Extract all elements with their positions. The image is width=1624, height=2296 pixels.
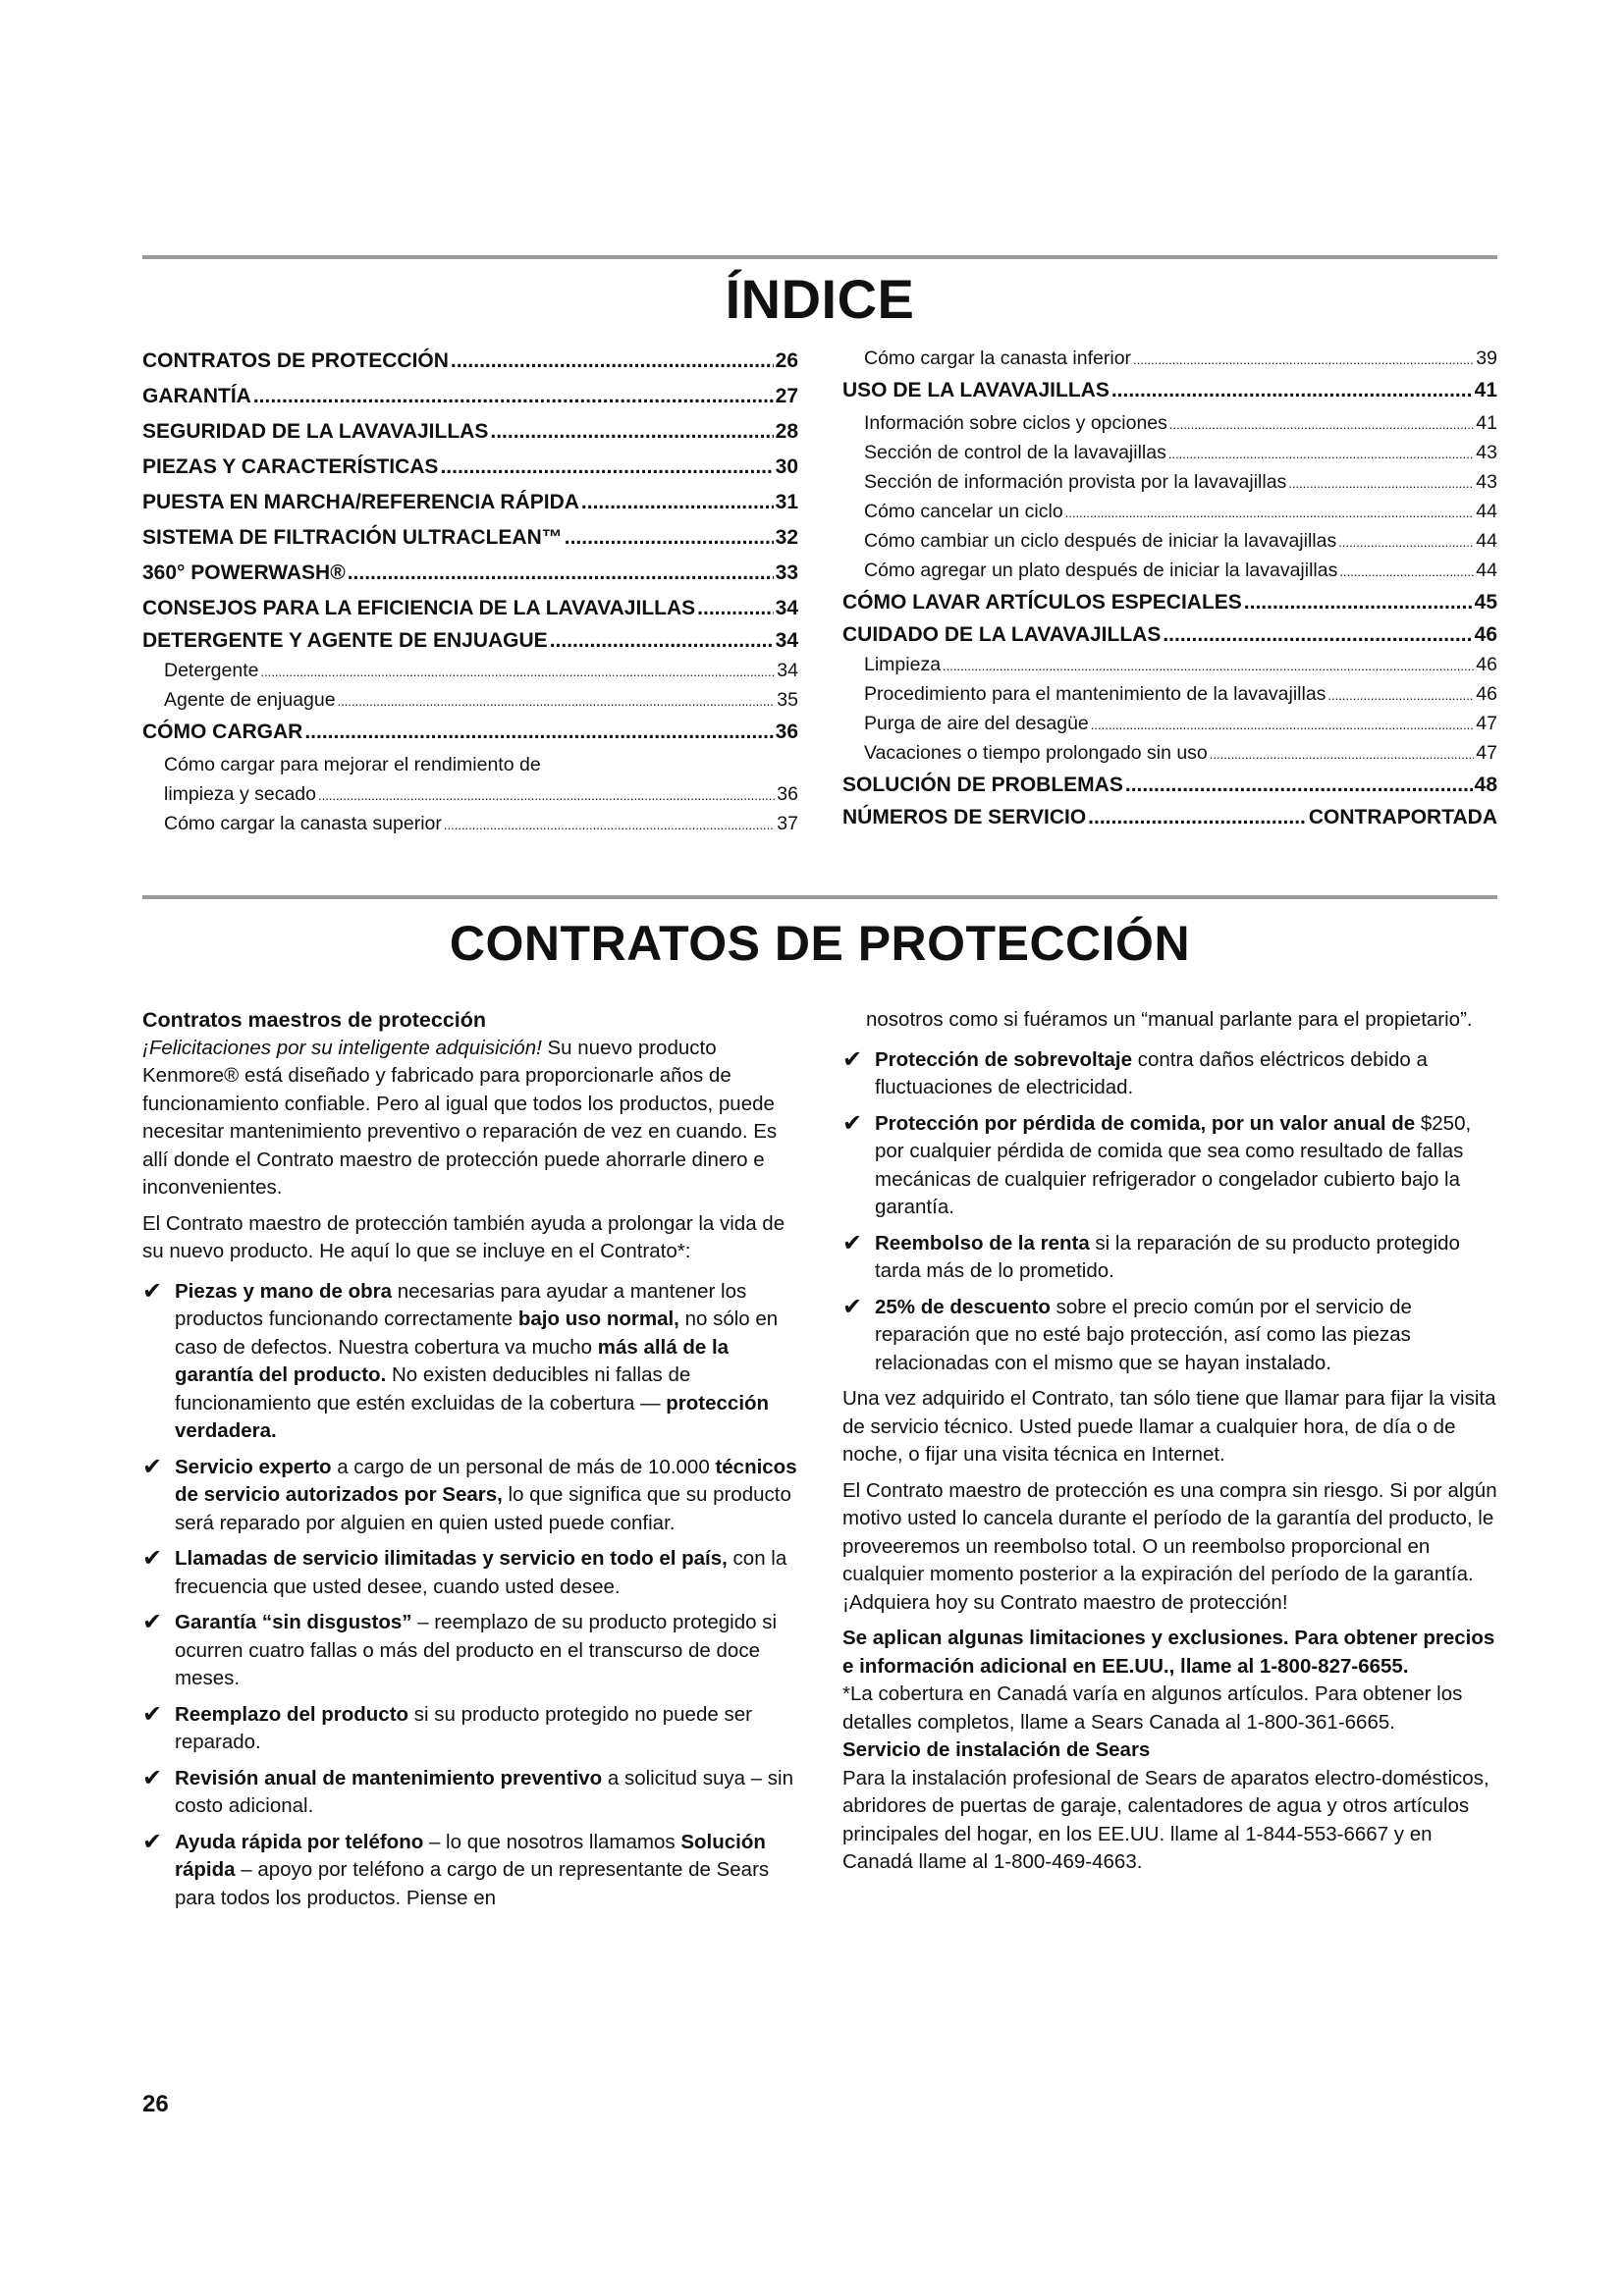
- toc-leader-dots: [1338, 528, 1474, 558]
- toc-subentry: [842, 497, 1497, 526]
- page-number: 26: [142, 2091, 169, 2117]
- toc-subentry: [842, 738, 1497, 768]
- toc-leader-dots: [318, 781, 775, 811]
- install-text: Para la instalación profesional de Sears de aparatos electro-domésticos, abridores de puertas de garaje, calentadores de agua y otros artículos principales del hogar, en los EE.UU. llame al 1-844-553-6667 y en Canadá llame al 1-800-469-4663.: [842, 1766, 1489, 1873]
- toc-entry-label: SEGURIDAD DE LA LAVAVAJILLAS: [142, 420, 489, 443]
- toc-subentry: [842, 650, 1497, 679]
- checklist-item: [142, 1765, 798, 1821]
- checkmark-icon: ✔: [142, 1277, 163, 1305]
- toc-subentry: [842, 467, 1497, 497]
- body-text: no sólo en caso de defectos. Nuestra cobertura va mucho: [175, 1308, 779, 1359]
- toc-leader-dots: [1168, 440, 1474, 469]
- checklist-item: [142, 1545, 798, 1601]
- toc-entry-label: CÓMO CARGAR: [142, 721, 303, 743]
- toc-page-number: 43: [1476, 471, 1497, 493]
- toc-subentry-wrapped-line: Cómo cargar para mejorar el rendimiento de: [164, 754, 541, 775]
- toc-page-number: 47: [1476, 713, 1497, 734]
- toc-leader-dots: [451, 344, 774, 379]
- toc-entry: [142, 591, 798, 626]
- toc-page-number: 41: [1476, 412, 1497, 434]
- toc-entry-label: Cómo agregar un plato después de iniciar la lavavajillas: [864, 560, 1338, 581]
- toc-entry-label: Vacaciones o tiempo prolongado sin uso: [864, 742, 1208, 764]
- limitations-paragraph: Se aplican algunas limitaciones y exclusiones. Para obtener precios e información adicional en EE.UU., llame al 1-800-827-6655.: [842, 1627, 1495, 1678]
- toc-leader-dots: [490, 414, 773, 450]
- toc-leader-dots: [1169, 410, 1474, 440]
- intro-paragraph: [142, 1035, 798, 1202]
- toc-subentry: [142, 779, 798, 809]
- toc-entry-label: SOLUCIÓN DE PROBLEMAS: [842, 774, 1123, 796]
- body-text: $250, por cualquier pérdida de comida que sea como resultado de fallas mecánicas de cualquier refrigerador o congelador cubierto bajo la garantía.: [875, 1111, 1472, 1218]
- checkmark-icon: ✔: [142, 1453, 163, 1480]
- toc-leader-dots: [348, 556, 774, 591]
- toc-entry-label: NÚMEROS DE SERVICIO: [842, 806, 1087, 828]
- toc-page-number: CONTRAPORTADA: [1308, 806, 1497, 828]
- toc-page-number: 33: [775, 561, 798, 584]
- toc-entry: [142, 379, 798, 414]
- toc-entry-label: DETERGENTE Y AGENTE DE ENJUAGUE: [142, 629, 548, 652]
- toc-page-number: 43: [1476, 442, 1497, 463]
- toc-leader-dots: [581, 485, 774, 520]
- toc-leader-dots: [260, 658, 775, 687]
- left-bullet-list: [142, 1278, 798, 1913]
- toc-leader-dots: [1339, 558, 1474, 587]
- toc-page-number: 26: [775, 349, 798, 372]
- checklist-item: [842, 1230, 1497, 1286]
- checkmark-icon: ✔: [142, 1828, 163, 1855]
- toc-leader-dots: [1210, 740, 1475, 770]
- toc-leader-dots: [1088, 803, 1307, 832]
- checkmark-icon: ✔: [842, 1293, 863, 1320]
- toc-page-number: 46: [1476, 683, 1497, 705]
- toc-leader-dots: [1065, 499, 1475, 528]
- toc-entry-label: limpieza y secado: [164, 783, 316, 805]
- checklist-item: [142, 1701, 798, 1757]
- toc-page-number: 44: [1476, 501, 1497, 522]
- toc-page-number: 34: [777, 660, 798, 681]
- checklist-item: [842, 1046, 1497, 1102]
- toc-leader-dots: [253, 379, 774, 414]
- toc-entry-label: Sección de información provista por la lavavajillas: [864, 471, 1287, 493]
- body-text: lo que significa que su producto será reparado por alguien en quien usted puede confiar.: [175, 1483, 791, 1534]
- bold-text: Reemplazo del producto: [175, 1702, 409, 1726]
- contracts-left-column: [142, 1006, 798, 1920]
- toc-page-number: 31: [775, 491, 798, 513]
- toc-entry-label: CUIDADO DE LA LAVAVAJILLAS: [842, 623, 1162, 646]
- toc-entry-label: PUESTA EN MARCHA/REFERENCIA RÁPIDA: [142, 491, 579, 513]
- toc-page-number: 46: [1476, 654, 1497, 675]
- checkmark-icon: ✔: [142, 1764, 163, 1791]
- toc-page-number: 36: [775, 721, 798, 743]
- toc-page-number: 44: [1476, 530, 1497, 552]
- body-text: contra daños eléctricos debido a fluctuaciones de electricidad.: [875, 1047, 1428, 1098]
- toc-leader-dots: [1133, 346, 1474, 375]
- body-text: – reemplazo de su producto protegido si ocurren cuatro fallas o más del producto en el transcurso de doce meses.: [175, 1611, 778, 1689]
- body-text: a cargo de un personal de más de 10.000: [331, 1455, 716, 1478]
- toc-subentry: [842, 526, 1497, 556]
- bold-text: Solución rápida: [175, 1830, 766, 1881]
- toc-leader-dots: [1288, 469, 1474, 499]
- toc-leader-dots: [1244, 585, 1473, 620]
- toc-entry: [842, 373, 1497, 408]
- bold-text: más allá de la garantía del producto.: [175, 1335, 730, 1386]
- toc-subentry: [142, 809, 798, 838]
- toc-page-number: 41: [1474, 379, 1497, 401]
- body-text: – lo que nosotros llamamos: [423, 1830, 681, 1853]
- checklist-item: [842, 1110, 1497, 1222]
- toc-entry-label: Cómo cargar la canasta superior: [164, 813, 442, 834]
- toc-entry-label: Purga de aire del desagüe: [864, 713, 1089, 734]
- toc-leader-dots: [1327, 681, 1474, 711]
- toc-page-number: 44: [1476, 560, 1497, 581]
- toc-entry-label: PIEZAS Y CARACTERÍSTICAS: [142, 455, 439, 478]
- bold-text: Protección por pérdida de comida, por un valor anual de: [875, 1111, 1416, 1135]
- checklist-item: [142, 1609, 798, 1693]
- toc-entry-label: Cómo cambiar un ciclo después de iniciar la lavavajillas: [864, 530, 1337, 552]
- toc-leader-dots: [304, 715, 773, 750]
- bold-text: Ayuda rápida por teléfono: [175, 1830, 424, 1853]
- bold-text: Reembolso de la renta: [875, 1231, 1090, 1255]
- toc-subentry: [842, 344, 1497, 373]
- contracts-right-column: [842, 1006, 1497, 1885]
- intro-italic: ¡Felicitaciones por su inteligente adquisición!: [142, 1036, 542, 1059]
- toc-entry-label: Sección de control de la lavavajillas: [864, 442, 1166, 463]
- checklist-item: [142, 1454, 798, 1538]
- bold-text: protección verdadera.: [175, 1391, 770, 1442]
- bold-text: Protección de sobrevoltaje: [875, 1047, 1133, 1071]
- bold-text: Garantía “sin disgustos”: [175, 1611, 412, 1633]
- toc-subentry: [842, 556, 1497, 585]
- toc-left-column: [142, 344, 798, 838]
- toc-page-number: 35: [777, 689, 798, 711]
- checklist-item: [142, 1829, 798, 1913]
- toc-entry: [142, 485, 798, 520]
- toc-entry-label: Limpieza: [864, 654, 942, 675]
- toc-entry: [142, 715, 798, 750]
- toc-entry-label: Detergente: [164, 660, 259, 681]
- toc-entry-label: 360° POWERWASH®: [142, 561, 346, 584]
- toc-entry-label: SISTEMA DE FILTRACIÓN ULTRACLEAN™: [142, 526, 563, 549]
- toc-entry-label: CÓMO LAVAR ARTÍCULOS ESPECIALES: [842, 591, 1242, 614]
- checklist-item: [142, 1278, 798, 1446]
- contracts-title: CONTRATOS DE PROTECCIÓN: [449, 916, 1191, 971]
- toc-entry: [142, 556, 798, 591]
- toc-leader-dots: [1091, 711, 1475, 740]
- toc-leader-dots: [565, 520, 774, 556]
- checkmark-icon: ✔: [142, 1545, 163, 1572]
- toc-page-number: 37: [777, 813, 798, 834]
- intro-rest: Su nuevo producto Kenmore® está diseñado y fabricado para proporcionarle años de funcionamiento confiable. Pero al igual que todos los productos, puede necesitar mantenimiento preventivo o reparación de vez en cuando. Es allí donde el Contrato maestro de protección puede ahorrarle dinero e inconvenientes.: [142, 1036, 778, 1199]
- toc-entry-label: GARANTÍA: [142, 385, 251, 407]
- middle-rule: [142, 895, 1497, 899]
- toc-entry-label: Agente de enjuague: [164, 689, 336, 711]
- toc-entry: [842, 768, 1497, 803]
- toc-entry: [142, 344, 798, 379]
- checklist-item: [842, 1294, 1497, 1378]
- toc-leader-dots: [440, 450, 773, 485]
- toc-entry-label: Cómo cancelar un ciclo: [864, 501, 1063, 522]
- toc-leader-dots: [697, 591, 773, 626]
- toc-page-number: 27: [775, 385, 798, 407]
- bold-text: bajo uso normal,: [517, 1308, 679, 1330]
- toc-entry: [142, 414, 798, 450]
- body-text: sobre el precio común por el servicio de reparación que no esté bajo protección, así como las piezas relacionadas con el mismo que se hayan instalado.: [875, 1295, 1412, 1374]
- body-text: si la reparación de su producto protegido tarda más de lo prometido.: [875, 1231, 1460, 1282]
- checkmark-icon: ✔: [142, 1609, 163, 1635]
- continued-text: nosotros como si fuéramos un “manual parlante para el propietario”.: [866, 1008, 1473, 1031]
- toc-page-number: 34: [775, 597, 798, 619]
- toc-page-number: 39: [1476, 347, 1497, 369]
- toc-page-number: 45: [1474, 591, 1497, 614]
- toc-leader-dots: [444, 811, 775, 840]
- toc-page-number: 36: [777, 783, 798, 805]
- toc-leader-dots: [550, 626, 774, 656]
- toc-entry-label: Procedimiento para el mantenimiento de la lavavajillas: [864, 683, 1326, 705]
- toc-leader-dots: [1125, 768, 1473, 803]
- right-paragraph-2: El Contrato maestro de protección es una compra sin riesgo. Si por algún motivo usted lo cancela durante el período de la garantía del producto, le proveeremos un reembolso total. O un reembolso proporcional en cualquier momento posterior a la expiración del período de la garantía. ¡Adquiera hoy su Contrato maestro de protección!: [842, 1478, 1497, 1614]
- body-text: – apoyo por teléfono a cargo de un representante de Sears para todos los productos. Piense en: [175, 1858, 770, 1909]
- right-bullet-list: [842, 1046, 1497, 1378]
- contracts-paragraph-2: El Contrato maestro de protección también ayuda a prolongar la vida de su nuevo producto. He aquí lo que se incluye en el Contrato*:: [142, 1211, 785, 1262]
- toc-page-number: 47: [1476, 742, 1497, 764]
- toc-subentry: [142, 656, 798, 685]
- toc-entry-label: Cómo cargar la canasta inferior: [864, 347, 1132, 369]
- install-heading: Servicio de instalación de Sears: [842, 1738, 1151, 1761]
- toc-page-number: 46: [1474, 623, 1497, 646]
- toc-subentry: [142, 685, 798, 715]
- bold-text: Revisión anual de mantenimiento preventivo: [175, 1766, 603, 1789]
- toc-page-number: 32: [775, 526, 798, 549]
- toc-entry-label: USO DE LA LAVAVAJILLAS: [842, 379, 1110, 401]
- index-title: ÍNDICE: [725, 268, 915, 330]
- toc-entry-label: Información sobre ciclos y opciones: [864, 412, 1167, 434]
- checkmark-icon: ✔: [842, 1045, 863, 1073]
- toc-page-number: 30: [775, 455, 798, 478]
- toc-entry: [842, 803, 1497, 832]
- toc-page-number: 48: [1474, 774, 1497, 796]
- body-text: a solicitud suya – sin costo adicional.: [175, 1766, 794, 1817]
- bold-text: técnicos de servicio autorizados por Sears,: [175, 1455, 797, 1506]
- toc-subentry: [842, 679, 1497, 709]
- toc-entry: [142, 626, 798, 656]
- checkmark-icon: ✔: [842, 1229, 863, 1256]
- right-paragraph-1: Una vez adquirido el Contrato, tan sólo tiene que llamar para fijar la visita de servicio técnico. Usted puede llamar a cualquier hora, de día o de noche, o fijar una visita técnica en Internet.: [842, 1387, 1496, 1466]
- toc-entry-label: CONSEJOS PARA LA EFICIENCIA DE LA LAVAVAJILLAS: [142, 597, 696, 619]
- contracts-heading: Contratos maestros de protección: [142, 1008, 487, 1032]
- top-rule: [142, 255, 1497, 259]
- body-text: con la frecuencia que usted desee, cuando usted desee.: [175, 1547, 787, 1598]
- toc-subentry: [842, 709, 1497, 738]
- bold-text: Servicio experto: [175, 1455, 332, 1478]
- bold-text: Piezas y mano de obra: [175, 1279, 393, 1303]
- toc-entry: [142, 450, 798, 485]
- checkmark-icon: ✔: [142, 1700, 163, 1728]
- toc-leader-dots: [1163, 620, 1472, 650]
- checkmark-icon: ✔: [842, 1109, 863, 1137]
- toc-entry-label: CONTRATOS DE PROTECCIÓN: [142, 349, 449, 372]
- toc-right-column: [842, 344, 1497, 832]
- toc-subentry: [842, 438, 1497, 467]
- toc-subentry: [842, 408, 1497, 438]
- toc-leader-dots: [338, 687, 776, 717]
- toc-entry: [142, 520, 798, 556]
- toc-page-number: 34: [775, 629, 798, 652]
- body-text: necesarias para ayudar a mantener los productos funcionando correctamente: [175, 1279, 747, 1330]
- toc-leader-dots: [1111, 373, 1473, 408]
- toc-entry: [842, 585, 1497, 620]
- bold-text: 25% de descuento: [875, 1295, 1051, 1318]
- toc-page-number: 28: [775, 420, 798, 443]
- toc-entry: [842, 620, 1497, 650]
- body-text: si su producto protegido no puede ser reparado.: [175, 1702, 752, 1753]
- body-text: No existen deducibles ni fallas de funcionamiento que estén excluidas de la cobertura —: [175, 1363, 691, 1415]
- canada-note: *La cobertura en Canadá varía en algunos artículos. Para obtener los detalles completos, llame a Sears Canada al 1-800-361-6665.: [842, 1682, 1463, 1734]
- bold-text: Llamadas de servicio ilimitadas y servicio en todo el país,: [175, 1547, 728, 1570]
- toc-leader-dots: [943, 652, 1474, 681]
